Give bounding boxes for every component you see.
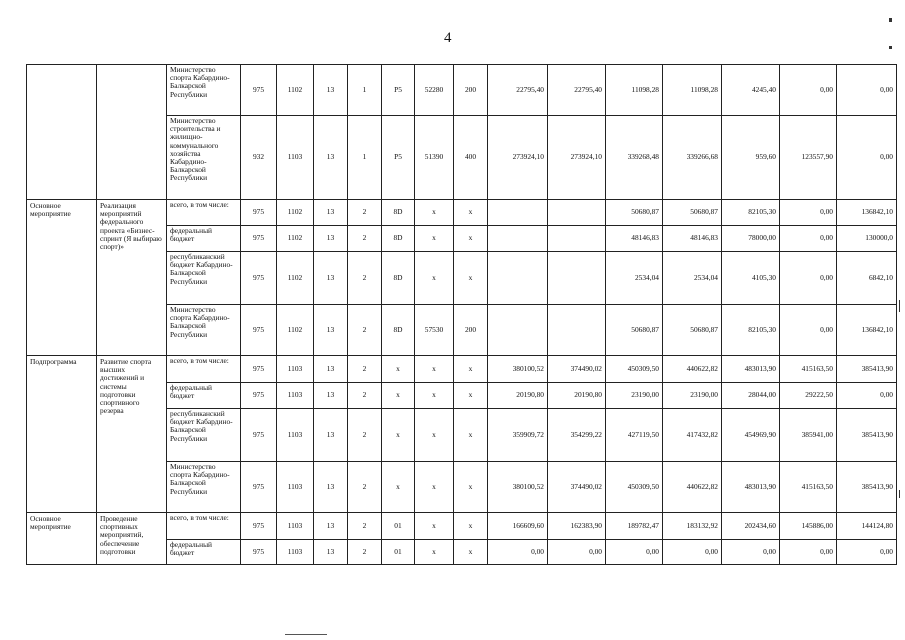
amount-cell: 454969,90 <box>722 409 780 462</box>
code-cell: 2 <box>348 226 382 252</box>
amount-cell: 380100,52 <box>488 356 548 383</box>
amount-cell: 183132,92 <box>663 513 722 540</box>
row-type-cell <box>27 65 97 200</box>
code-cell: 1102 <box>277 200 314 226</box>
amount-cell: 2534,04 <box>606 252 663 305</box>
amount-cell: 450309,50 <box>606 462 663 513</box>
code-cell: 51390 <box>415 116 454 200</box>
amount-cell: 136842,10 <box>837 200 897 226</box>
amount-cell <box>548 226 606 252</box>
amount-cell: 374490,02 <box>548 356 606 383</box>
code-cell: 13 <box>314 409 348 462</box>
code-cell: 8D <box>382 200 415 226</box>
amount-cell: 0,00 <box>837 540 897 565</box>
code-cell: x <box>454 540 488 565</box>
code-cell: P5 <box>382 65 415 116</box>
code-cell: 13 <box>314 65 348 116</box>
code-cell: 975 <box>241 513 277 540</box>
amount-cell: 440622,82 <box>663 356 722 383</box>
code-cell: 8D <box>382 252 415 305</box>
amount-cell: 483013,90 <box>722 462 780 513</box>
code-cell: 1103 <box>277 356 314 383</box>
row-type-cell: Основное мероприятие <box>27 200 97 356</box>
bottom-scan-line <box>285 634 327 635</box>
code-cell: 1102 <box>277 65 314 116</box>
amount-cell: 273924,10 <box>488 116 548 200</box>
row-name-cell <box>97 65 167 200</box>
code-cell: 975 <box>241 305 277 356</box>
amount-cell: 23190,00 <box>606 383 663 409</box>
recipient-cell: федеральный бюджет <box>167 540 241 565</box>
amount-cell: 0,00 <box>780 305 837 356</box>
amount-cell: 385413,90 <box>837 409 897 462</box>
amount-cell: 22795,40 <box>548 65 606 116</box>
code-cell: 932 <box>241 116 277 200</box>
code-cell: x <box>454 513 488 540</box>
code-cell: 975 <box>241 356 277 383</box>
amount-cell: 0,00 <box>837 383 897 409</box>
code-cell: 2 <box>348 200 382 226</box>
code-cell: x <box>382 462 415 513</box>
amount-cell: 385941,00 <box>780 409 837 462</box>
amount-cell <box>548 252 606 305</box>
code-cell: 975 <box>241 409 277 462</box>
amount-cell: 0,00 <box>663 540 722 565</box>
amount-cell: 20190,80 <box>548 383 606 409</box>
recipient-cell: республиканский бюджет Кабардино-Балкарской Республики <box>167 409 241 462</box>
code-cell: x <box>415 409 454 462</box>
code-cell: x <box>415 383 454 409</box>
code-cell: 1102 <box>277 305 314 356</box>
amount-cell: 189782,47 <box>606 513 663 540</box>
table-row <box>27 356 897 383</box>
code-cell: x <box>415 513 454 540</box>
code-cell: x <box>382 383 415 409</box>
amount-cell: 48146,83 <box>606 226 663 252</box>
code-cell: 1103 <box>277 409 314 462</box>
amount-cell: 440622,82 <box>663 462 722 513</box>
amount-cell <box>488 200 548 226</box>
code-cell: 1 <box>348 116 382 200</box>
amount-cell: 20190,80 <box>488 383 548 409</box>
amount-cell: 0,00 <box>722 540 780 565</box>
code-cell: 13 <box>314 356 348 383</box>
code-cell: 2 <box>348 462 382 513</box>
code-cell: 13 <box>314 200 348 226</box>
amount-cell: 50680,87 <box>663 200 722 226</box>
code-cell: 13 <box>314 462 348 513</box>
code-cell: x <box>382 356 415 383</box>
code-cell: 1102 <box>277 226 314 252</box>
table-row <box>27 65 897 116</box>
amount-cell: 28044,00 <box>722 383 780 409</box>
code-cell: 975 <box>241 462 277 513</box>
amount-cell: 162383,90 <box>548 513 606 540</box>
amount-cell: 50680,87 <box>606 200 663 226</box>
margin-mark <box>889 46 892 49</box>
code-cell: 2 <box>348 305 382 356</box>
code-cell: 1 <box>348 65 382 116</box>
amount-cell: 0,00 <box>780 65 837 116</box>
amount-cell: 29222,50 <box>780 383 837 409</box>
page-number: 4 <box>444 30 452 46</box>
recipient-cell: Министерство спорта Кабардино-Балкарской Республики <box>167 65 241 116</box>
amount-cell: 415163,50 <box>780 356 837 383</box>
amount-cell: 0,00 <box>780 252 837 305</box>
code-cell: 975 <box>241 540 277 565</box>
code-cell: 975 <box>241 200 277 226</box>
amount-cell: 2534,04 <box>663 252 722 305</box>
code-cell: 1103 <box>277 462 314 513</box>
amount-cell: 166609,60 <box>488 513 548 540</box>
recipient-cell: Министерство спорта Кабардино-Балкарской Республики <box>167 305 241 356</box>
recipient-cell: республиканский бюджет Кабардино-Балкарской Республики <box>167 252 241 305</box>
amount-cell: 385413,90 <box>837 462 897 513</box>
code-cell: P5 <box>382 116 415 200</box>
code-cell: x <box>454 409 488 462</box>
code-cell: 01 <box>382 540 415 565</box>
code-cell: 975 <box>241 252 277 305</box>
amount-cell: 22795,40 <box>488 65 548 116</box>
amount-cell: 415163,50 <box>780 462 837 513</box>
amount-cell: 0,00 <box>837 65 897 116</box>
amount-cell: 374490,02 <box>548 462 606 513</box>
code-cell: 2 <box>348 540 382 565</box>
amount-cell <box>488 226 548 252</box>
code-cell: 8D <box>382 305 415 356</box>
amount-cell: 380100,52 <box>488 462 548 513</box>
code-cell: x <box>454 252 488 305</box>
amount-cell: 339266,68 <box>663 116 722 200</box>
amount-cell: 273924,10 <box>548 116 606 200</box>
code-cell: 2 <box>348 252 382 305</box>
amount-cell: 130000,0 <box>837 226 897 252</box>
code-cell: 1103 <box>277 116 314 200</box>
code-cell: 1103 <box>277 540 314 565</box>
amount-cell: 0,00 <box>488 540 548 565</box>
margin-mark <box>889 18 892 22</box>
code-cell: x <box>454 383 488 409</box>
amount-cell: 11098,28 <box>606 65 663 116</box>
amount-cell: 50680,87 <box>606 305 663 356</box>
code-cell: 13 <box>314 513 348 540</box>
amount-cell: 385413,90 <box>837 356 897 383</box>
margin-mark <box>899 490 900 498</box>
code-cell: 01 <box>382 513 415 540</box>
amount-cell: 4105,30 <box>722 252 780 305</box>
amount-cell: 78000,00 <box>722 226 780 252</box>
code-cell: 1103 <box>277 513 314 540</box>
table-row <box>27 200 897 226</box>
row-type-cell: Основное мероприятие <box>27 513 97 565</box>
code-cell: x <box>415 252 454 305</box>
code-cell: x <box>415 200 454 226</box>
code-cell: x <box>454 226 488 252</box>
amount-cell: 0,00 <box>548 540 606 565</box>
code-cell: x <box>454 200 488 226</box>
code-cell: 200 <box>454 305 488 356</box>
recipient-cell: федеральный бюджет <box>167 383 241 409</box>
code-cell: 13 <box>314 116 348 200</box>
code-cell: 2 <box>348 513 382 540</box>
code-cell: 2 <box>348 383 382 409</box>
amount-cell: 48146,83 <box>663 226 722 252</box>
row-type-cell: Подпрограмма <box>27 356 97 513</box>
amount-cell: 82105,30 <box>722 200 780 226</box>
code-cell: x <box>382 409 415 462</box>
recipient-cell: всего, в том числе: <box>167 200 241 226</box>
row-name-cell: Реализация мероприятий федерального проекта «Бизнес-спринт (Я выбираю спорт)» <box>97 200 167 356</box>
code-cell: 2 <box>348 356 382 383</box>
amount-cell: 959,60 <box>722 116 780 200</box>
amount-cell: 0,00 <box>606 540 663 565</box>
amount-cell <box>488 252 548 305</box>
recipient-cell: федеральный бюджет <box>167 226 241 252</box>
code-cell: 975 <box>241 226 277 252</box>
amount-cell: 145886,00 <box>780 513 837 540</box>
amount-cell: 202434,60 <box>722 513 780 540</box>
amount-cell <box>548 305 606 356</box>
code-cell: 975 <box>241 65 277 116</box>
amount-cell: 6842,10 <box>837 252 897 305</box>
code-cell: x <box>454 356 488 383</box>
code-cell: x <box>415 540 454 565</box>
amount-cell <box>548 200 606 226</box>
amount-cell: 417432,82 <box>663 409 722 462</box>
amount-cell: 483013,90 <box>722 356 780 383</box>
code-cell: 13 <box>314 305 348 356</box>
table-row <box>27 513 897 540</box>
amount-cell: 144124,80 <box>837 513 897 540</box>
code-cell: 8D <box>382 226 415 252</box>
amount-cell: 359909,72 <box>488 409 548 462</box>
code-cell: 975 <box>241 383 277 409</box>
code-cell: 13 <box>314 383 348 409</box>
code-cell: x <box>454 462 488 513</box>
amount-cell: 4245,40 <box>722 65 780 116</box>
amount-cell: 0,00 <box>780 226 837 252</box>
recipient-cell: Министерство спорта Кабардино-Балкарской Республики <box>167 462 241 513</box>
budget-table <box>26 64 897 565</box>
amount-cell: 11098,28 <box>663 65 722 116</box>
amount-cell: 50680,87 <box>663 305 722 356</box>
code-cell: 13 <box>314 226 348 252</box>
recipient-cell: всего, в том числе: <box>167 356 241 383</box>
code-cell: 2 <box>348 409 382 462</box>
amount-cell: 82105,30 <box>722 305 780 356</box>
amount-cell: 339268,48 <box>606 116 663 200</box>
code-cell: 200 <box>454 65 488 116</box>
amount-cell: 0,00 <box>837 116 897 200</box>
amount-cell: 123557,90 <box>780 116 837 200</box>
code-cell: 13 <box>314 252 348 305</box>
amount-cell: 0,00 <box>780 540 837 565</box>
recipient-cell: Министерство строительства и жилищно-коммунального хозяйства Кабардино-Балкарской Республики <box>167 116 241 200</box>
code-cell: 1102 <box>277 252 314 305</box>
amount-cell: 23190,00 <box>663 383 722 409</box>
amount-cell: 136842,10 <box>837 305 897 356</box>
code-cell: 400 <box>454 116 488 200</box>
code-cell: x <box>415 226 454 252</box>
margin-mark <box>899 300 900 312</box>
amount-cell <box>488 305 548 356</box>
code-cell: x <box>415 356 454 383</box>
code-cell: 13 <box>314 540 348 565</box>
code-cell: 52280 <box>415 65 454 116</box>
row-name-cell: Развитие спорта высших достижений и системы подготовки спортивного резерва <box>97 356 167 513</box>
amount-cell: 427119,50 <box>606 409 663 462</box>
recipient-cell: всего, в том числе: <box>167 513 241 540</box>
code-cell: 1103 <box>277 383 314 409</box>
amount-cell: 450309,50 <box>606 356 663 383</box>
code-cell: x <box>415 462 454 513</box>
code-cell: 57530 <box>415 305 454 356</box>
amount-cell: 0,00 <box>780 200 837 226</box>
amount-cell: 354299,22 <box>548 409 606 462</box>
row-name-cell: Проведение спортивных мероприятий, обеспечение подготовки <box>97 513 167 565</box>
